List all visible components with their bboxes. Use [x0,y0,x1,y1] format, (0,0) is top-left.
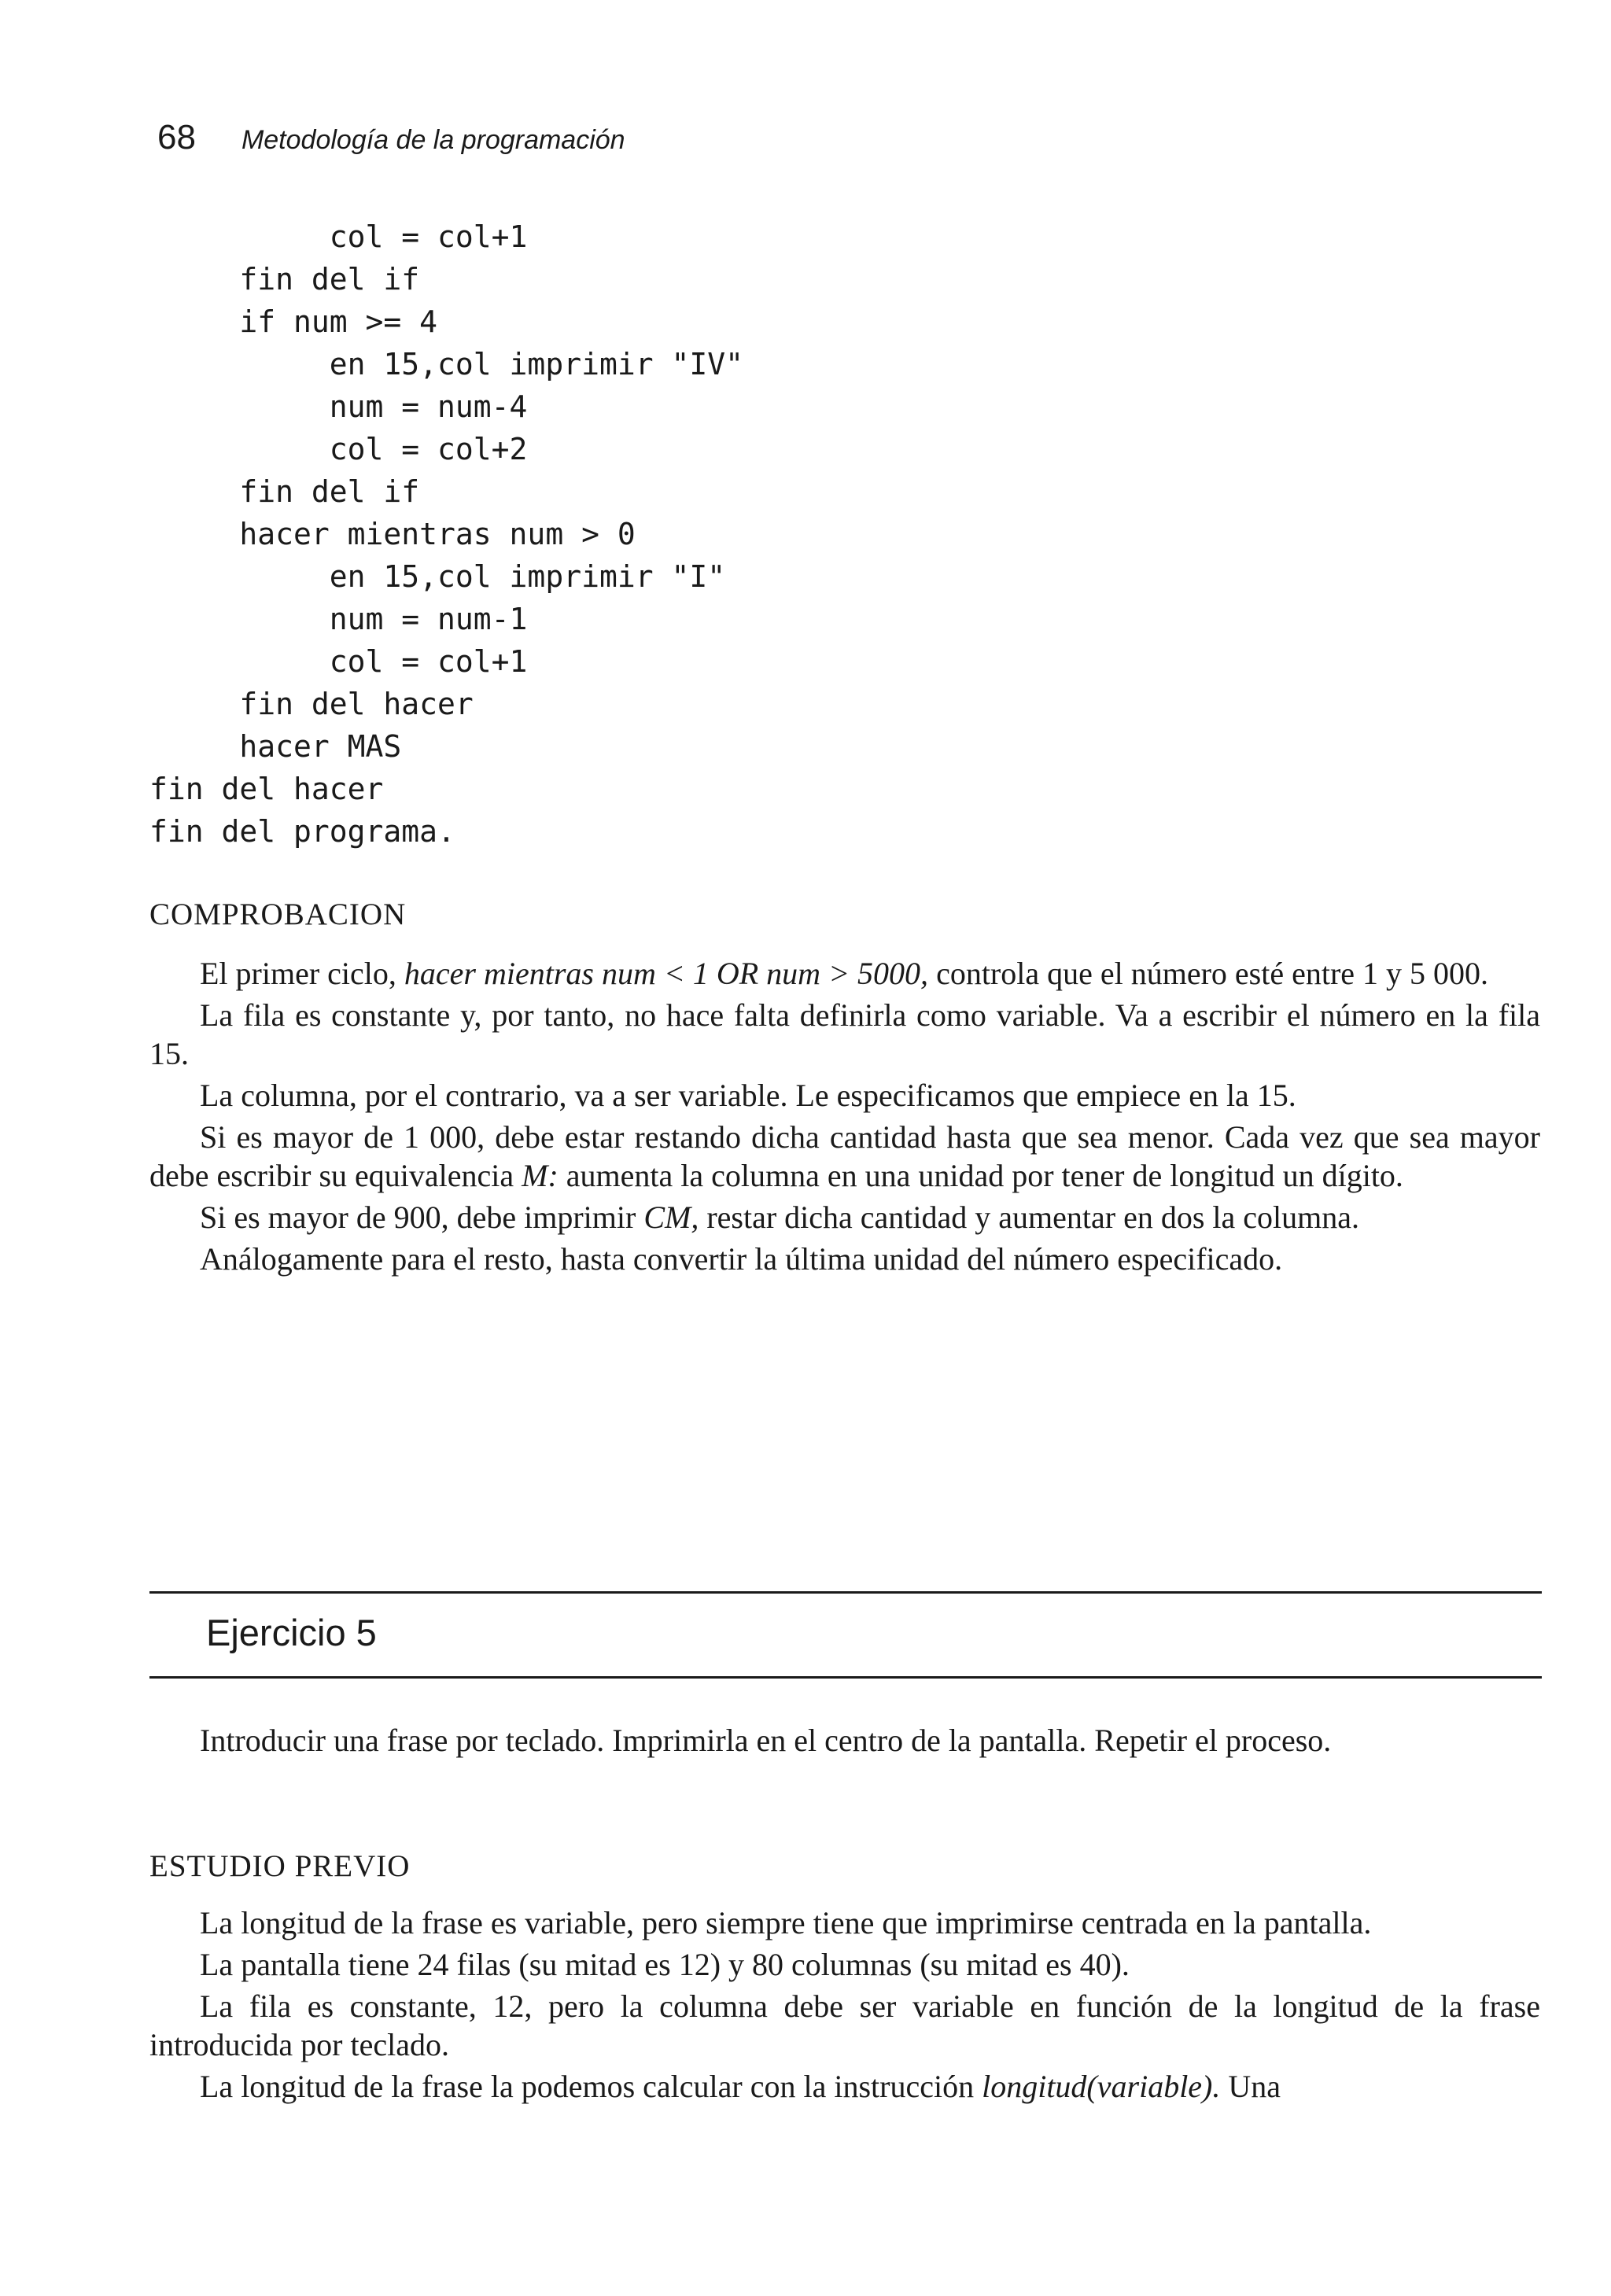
code-line: fin del hacer [149,772,384,806]
exercise-bottom-rule [149,1676,1542,1679]
code-line: fin del if [149,474,420,509]
code-line: hacer MAS [149,729,402,764]
exercise-statement-block [149,1721,1540,1763]
exercise-statement: Introducir una frase por teclado. Imprimirla en el centro de la pantalla. Repetir el proceso. [200,1723,1332,1758]
code-line: en 15,col imprimir "IV" [149,347,743,381]
exercise-title: Ejercicio 5 [206,1612,377,1653]
comprobacion-paragraph-3: La columna, por el contrario, va a ser variable. Le especificamos que empiece en la 15. [200,1078,1296,1113]
running-title: Metodología de la programación [241,125,625,155]
code-line: col = col+1 [149,644,528,679]
page-number: 68 [157,118,196,157]
estudio-paragraph-1: La longitud de la frase es variable, pero siempre tiene que imprimirse centrada en la pantalla. [200,1905,1372,1940]
code-line: hacer mientras num > 0 [149,517,636,551]
estudio-paragraph-4: La longitud de la frase la podemos calcular con la instrucción longitud(variable). Una [200,2069,1281,2104]
comprobacion-paragraph-4: Si es mayor de 1 000, debe estar restando dicha cantidad hasta que sea menor. Cada vez que sea mayor debe escribir su equivalencia M: aumenta la columna en una unidad por tener de longitud un dígito. [149,1119,1540,1193]
exercise-top-rule [149,1591,1542,1594]
estudio-previo-heading: ESTUDIO PREVIO [149,1849,411,1883]
code-line: fin del if [149,262,420,297]
code-line: en 15,col imprimir "I" [149,559,726,594]
page-header [157,118,625,157]
estudio-paragraph-3: La fila es constante, 12, pero la columna debe ser variable en función de la longitud de la frase introducida por teclado. [149,1988,1540,2062]
code-line: fin del hacer [149,687,474,721]
comprobacion-paragraph-5: Si es mayor de 900, debe imprimir CM, restar dicha cantidad y aumentar en dos la columna. [200,1200,1360,1235]
code-line: fin del programa. [149,814,455,849]
code-line: if num >= 4 [149,304,438,339]
code-line: num = num-1 [149,602,528,636]
estudio-previo-body [149,1904,1540,2109]
code-listing [149,216,743,853]
comprobacion-body [149,954,1540,1281]
comprobacion-paragraph-2: La fila es constante y, por tanto, no hace falta definirla como variable. Va a escribir el número en la fila 15. [149,997,1540,1071]
comprobacion-paragraph-6: Análogamente para el resto, hasta convertir la última unidad del número especificado. [200,1241,1283,1277]
code-line: col = col+2 [149,432,528,466]
estudio-paragraph-2: La pantalla tiene 24 filas (su mitad es 12) y 80 columnas (su mitad es 40). [200,1947,1130,1982]
code-line: col = col+1 [149,219,528,254]
comprobacion-heading: COMPROBACION [149,897,407,931]
comprobacion-paragraph-1: El primer ciclo, hacer mientras num < 1 OR num > 5000, controla que el número esté entre 1 y 5 000. [200,956,1489,991]
code-line: num = num-4 [149,389,528,424]
